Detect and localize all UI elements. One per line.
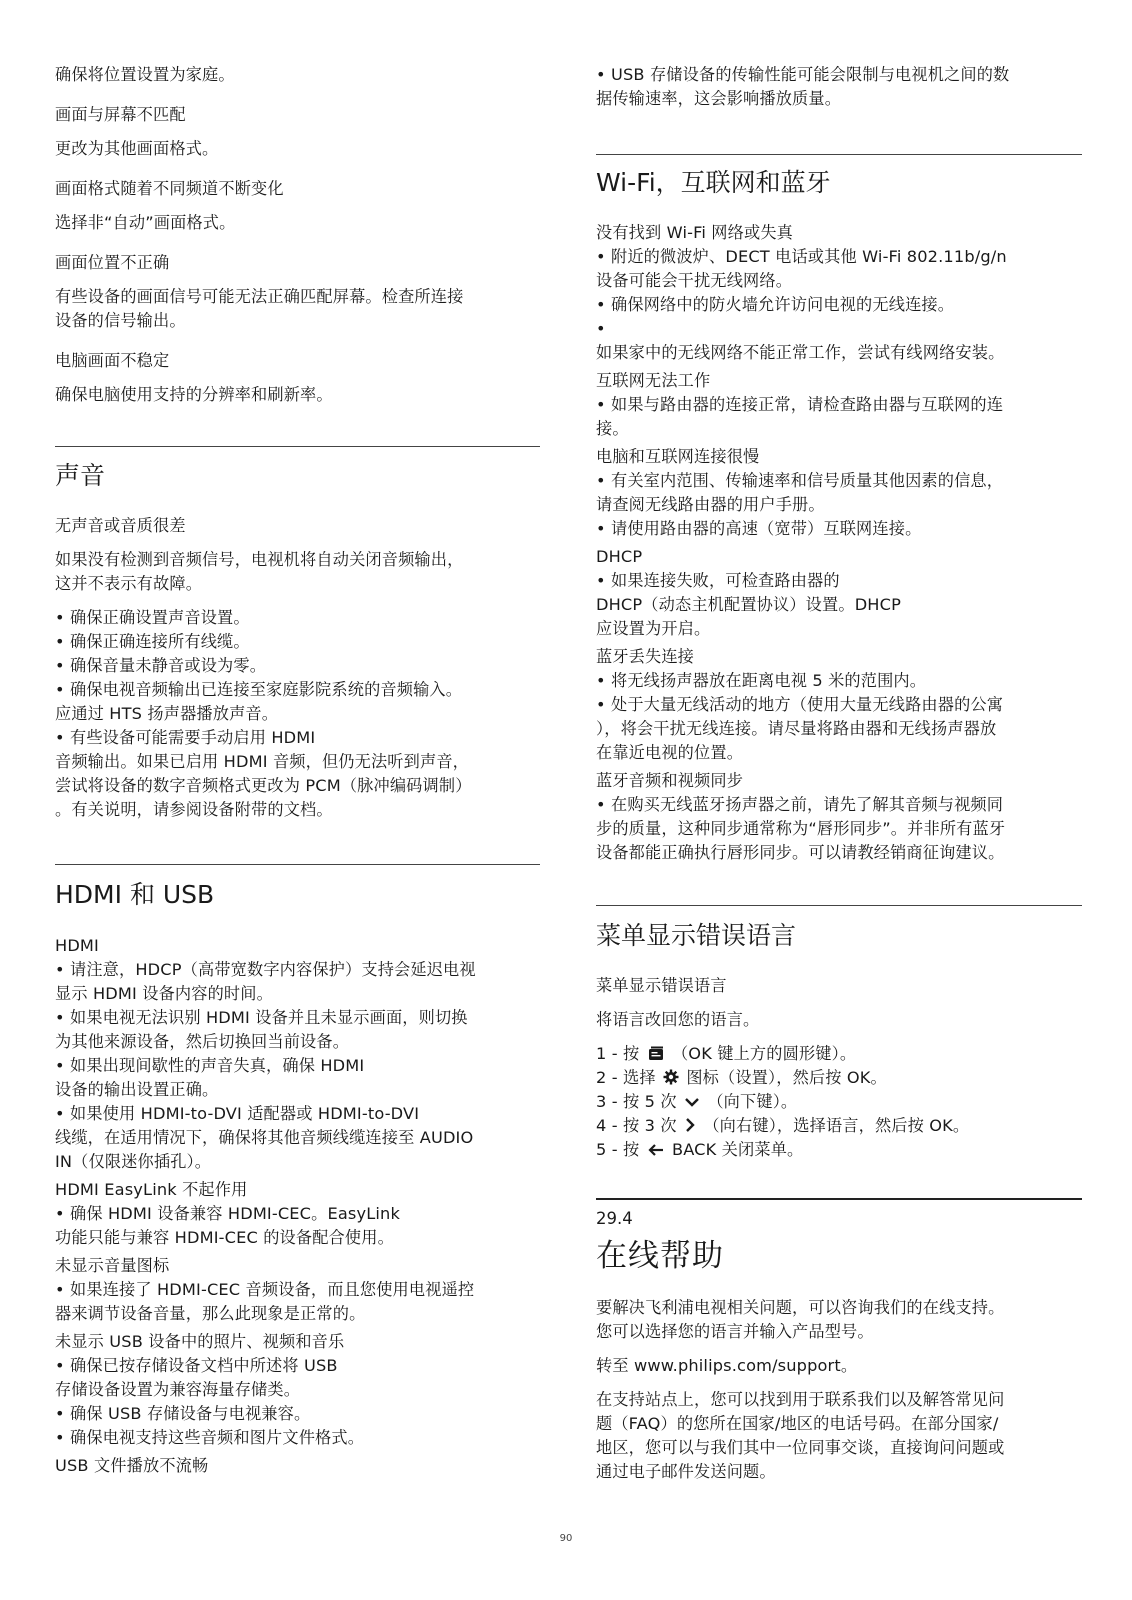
support-link-text: 转至 www.philips.com/support。 bbox=[596, 1356, 858, 1375]
text-line: 如果家中的无线网络不能正常工作，尝试有线网络安装。 bbox=[596, 343, 1005, 362]
subheading: HDMI bbox=[55, 936, 99, 955]
subheading: 画面格式随着不同频道不断变化 bbox=[55, 179, 284, 198]
section-title-online-help: 在线帮助 bbox=[596, 1238, 724, 1274]
section-title-menu-language: 菜单显示错误语言 bbox=[596, 921, 797, 950]
chevron-down-icon bbox=[684, 1092, 700, 1116]
text-line: 显示 HDMI 设备内容的时间。 bbox=[55, 984, 273, 1003]
text-line: ），将会干扰无线连接。请尽量将路由器和无线扬声器放 bbox=[596, 719, 997, 738]
subheading: 蓝牙音频和视频同步 bbox=[596, 771, 744, 790]
subheading: 未显示音量图标 bbox=[55, 1256, 170, 1275]
list-item: • 确保电视支持这些音频和图片文件格式。 bbox=[55, 1428, 365, 1447]
text-line: 将语言改回您的语言。 bbox=[596, 1010, 760, 1029]
list-item: • 如果使用 HDMI-to-DVI 适配器或 HDMI-to-DVI bbox=[55, 1104, 420, 1123]
step-text: （向右键），选择语言，然后按 OK。 bbox=[703, 1116, 970, 1135]
list-item: • 确保正确设置声音设置。 bbox=[55, 608, 250, 627]
text-line: 线缆，在适用情况下，确保将其他音频线缆连接至 AUDIO bbox=[55, 1128, 474, 1147]
options-icon bbox=[647, 1044, 665, 1068]
list-item: • 如果出现间歇性的声音失真，确保 HDMI bbox=[55, 1056, 365, 1075]
section-title-wifi: Wi-Fi，互联网和蓝牙 bbox=[596, 168, 831, 197]
text-line: 请查阅无线路由器的用户手册。 bbox=[596, 495, 825, 514]
step-text: 3 - 按 5 次 bbox=[596, 1092, 677, 1111]
list-item: • 确保音量未静音或设为零。 bbox=[55, 656, 267, 675]
text-line: 设备都能正确执行唇形同步。可以请教经销商征询建议。 bbox=[596, 843, 1005, 862]
section-divider bbox=[596, 1198, 1082, 1200]
text-line: 这并不表示有故障。 bbox=[55, 574, 203, 593]
list-item: • 确保已按存储设备文档中所述将 USB bbox=[55, 1356, 338, 1375]
list-item: • USB 存储设备的传输性能可能会限制与电视机之间的数 bbox=[596, 65, 1010, 84]
page-number: 90 bbox=[559, 1533, 573, 1544]
text-line: 通过电子邮件发送问题。 bbox=[596, 1462, 776, 1481]
subheading: HDMI EasyLink 不起作用 bbox=[55, 1180, 248, 1199]
subheading: 未显示 USB 设备中的照片、视频和音乐 bbox=[55, 1332, 345, 1351]
text-line: 步的质量，这种同步通常称为“唇形同步”。并非所有蓝牙 bbox=[596, 819, 1006, 838]
text-line: 在支持站点上，您可以找到用于联系我们以及解答常见问 bbox=[596, 1390, 1005, 1409]
list-item: • 请注意，HDCP（高带宽数字内容保护）支持会延迟电视 bbox=[55, 960, 476, 979]
text-line: 确保电脑使用支持的分辨率和刷新率。 bbox=[55, 385, 333, 404]
list-item: • 在购买无线蓝牙扬声器之前，请先了解其音频与视频同 bbox=[596, 795, 1004, 814]
section-divider bbox=[55, 446, 540, 447]
text-line: 。有关说明，请参阅设备附带的文档。 bbox=[55, 800, 333, 819]
text-line: 应设置为开启。 bbox=[596, 619, 711, 638]
section-title-sound: 声音 bbox=[55, 461, 106, 490]
text-line: 有些设备的画面信号可能无法正确匹配屏幕。检查所连接 bbox=[55, 287, 464, 306]
text-line: 存储设备设置为兼容海量存储类。 bbox=[55, 1380, 301, 1399]
subheading: 互联网无法工作 bbox=[596, 371, 711, 390]
text-line: 在靠近电视的位置。 bbox=[596, 743, 744, 762]
settings-gear-icon bbox=[663, 1068, 679, 1092]
list-item: • 确保网络中的防火墙允许访问电视的无线连接。 bbox=[596, 295, 955, 314]
text-line: 要解决飞利浦电视相关问题，可以咨询我们的在线支持。 bbox=[596, 1298, 1005, 1317]
subheading: USB 文件播放不流畅 bbox=[55, 1456, 209, 1475]
step-text: 2 - 选择 bbox=[596, 1068, 656, 1087]
step-text: 5 - 按 bbox=[596, 1140, 640, 1159]
text-line: 音频输出。如果已启用 HDMI 音频，但仍无法听到声音， bbox=[55, 752, 469, 771]
text-line: 设备的信号输出。 bbox=[55, 311, 186, 330]
text-line: 您可以选择您的语言并输入产品型号。 bbox=[596, 1322, 874, 1341]
list-item: • 有些设备可能需要手动启用 HDMI bbox=[55, 728, 316, 747]
text-line: IN（仅限迷你插孔）。 bbox=[55, 1152, 212, 1171]
step-1 bbox=[596, 1042, 856, 1068]
list-item: • 确保正确连接所有线缆。 bbox=[55, 632, 250, 651]
text-line: 接。 bbox=[596, 419, 629, 438]
subheading: 无声音或音质很差 bbox=[55, 516, 186, 535]
step-text: BACK 关闭菜单。 bbox=[671, 1140, 804, 1159]
list-item: • bbox=[596, 319, 606, 338]
subheading: 没有找到 Wi-Fi 网络或失真 bbox=[596, 223, 793, 242]
step-text: （OK 键上方的圆形键）。 bbox=[671, 1044, 857, 1063]
text-line: 确保将位置设置为家庭。 bbox=[55, 65, 235, 84]
subheading: DHCP bbox=[596, 547, 643, 566]
section-divider bbox=[596, 154, 1082, 155]
list-item: • 处于大量无线活动的地方（使用大量无线路由器的公寓 bbox=[596, 695, 1004, 714]
list-item: • 将无线扬声器放在距离电视 5 米的范围内。 bbox=[596, 671, 927, 690]
back-arrow-icon bbox=[647, 1140, 665, 1164]
section-divider bbox=[55, 864, 540, 865]
list-item: • 如果电视无法识别 HDMI 设备并且未显示画面，则切换 bbox=[55, 1008, 468, 1027]
subheading: 电脑画面不稳定 bbox=[55, 351, 170, 370]
subheading: 菜单显示错误语言 bbox=[596, 976, 727, 995]
list-item: • 确保电视音频输出已连接至家庭影院系统的音频输入。 bbox=[55, 680, 463, 699]
subheading: 画面与屏幕不匹配 bbox=[55, 105, 186, 124]
step-text: 1 - 按 bbox=[596, 1044, 640, 1063]
text-line: 设备的输出设置正确。 bbox=[55, 1080, 219, 1099]
list-item: • 有关室内范围、传输速率和信号质量其他因素的信息， bbox=[596, 471, 1004, 490]
section-number: 29.4 bbox=[596, 1209, 633, 1228]
text-line: 地区，您可以与我们其中一位同事交谈，直接询问问题或 bbox=[596, 1438, 1005, 1457]
subheading: 蓝牙丢失连接 bbox=[596, 647, 695, 666]
step-3 bbox=[596, 1090, 797, 1116]
list-item: • 如果连接了 HDMI-CEC 音频设备，而且您使用电视遥控 bbox=[55, 1280, 475, 1299]
subheading: 画面位置不正确 bbox=[55, 253, 170, 272]
text-line: 为其他来源设备，然后切换回当前设备。 bbox=[55, 1032, 350, 1051]
list-item: • 确保 USB 存储设备与电视兼容。 bbox=[55, 1404, 311, 1423]
text-line: 器来调节设备音量，那么此现象是正常的。 bbox=[55, 1304, 366, 1323]
list-item: • 如果与路由器的连接正常，请检查路由器与互联网的连 bbox=[596, 395, 1004, 414]
text-line: 据传输速率，这会影响播放质量。 bbox=[596, 89, 842, 108]
step-2 bbox=[596, 1066, 887, 1092]
step-text: 4 - 按 3 次 bbox=[596, 1116, 677, 1135]
chevron-right-icon bbox=[684, 1116, 696, 1140]
text-line: 选择非“自动”画面格式。 bbox=[55, 213, 236, 232]
text-line: 设备可能会干扰无线网络。 bbox=[596, 271, 793, 290]
list-item: • 确保 HDMI 设备兼容 HDMI-CEC。EasyLink bbox=[55, 1204, 400, 1223]
list-item: • 如果连接失败，可检查路由器的 bbox=[596, 571, 840, 590]
text-line: 尝试将设备的数字音频格式更改为 PCM（脉冲编码调制） bbox=[55, 776, 472, 795]
list-item: • 附近的微波炉、DECT 电话或其他 Wi-Fi 802.11b/g/n bbox=[596, 247, 1007, 266]
step-5 bbox=[596, 1138, 803, 1164]
step-text: 图标（设置），然后按 OK。 bbox=[686, 1068, 887, 1087]
text-line: DHCP（动态主机配置协议）设置。DHCP bbox=[596, 595, 901, 614]
text-line: 应通过 HTS 扬声器播放声音。 bbox=[55, 704, 279, 723]
section-title-hdmi-usb: HDMI 和 USB bbox=[55, 880, 215, 909]
subheading: 电脑和互联网连接很慢 bbox=[596, 447, 760, 466]
text-line: 如果没有检测到音频信号，电视机将自动关闭音频输出， bbox=[55, 550, 464, 569]
step-text: （向下键）。 bbox=[707, 1092, 798, 1111]
text-line: 功能只能与兼容 HDMI-CEC 的设备配合使用。 bbox=[55, 1228, 394, 1247]
text-line: 题（FAQ）的您所在国家/地区的电话号码。在部分国家/ bbox=[596, 1414, 999, 1433]
section-divider bbox=[596, 905, 1082, 906]
list-item: • 请使用路由器的高速（宽带）互联网连接。 bbox=[596, 519, 922, 538]
text-line: 更改为其他画面格式。 bbox=[55, 139, 219, 158]
step-4 bbox=[596, 1114, 969, 1140]
